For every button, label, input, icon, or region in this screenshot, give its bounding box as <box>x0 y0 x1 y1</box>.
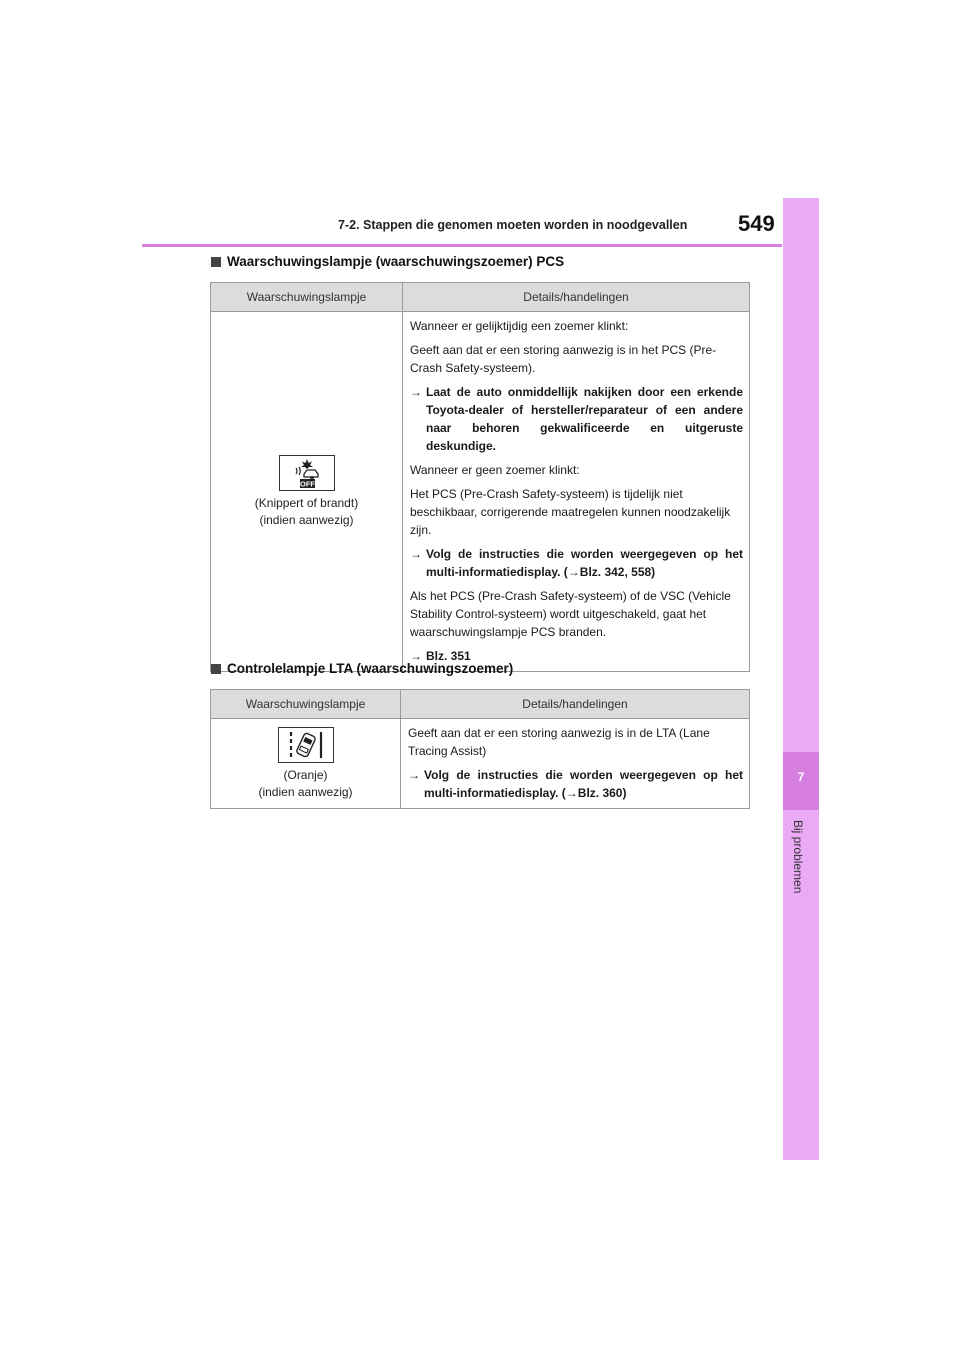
lta-lane-icon <box>278 727 334 763</box>
lta-details-cell <box>401 719 750 809</box>
pcs-detail-p5: Als het PCS (Pre-Crash Safety-systeem) of de VSC (Vehicle Stability Control-systeem) wordt uitgeschakeld, gaat het waarschuwingslampje PCS branden. <box>410 589 731 639</box>
col-header-details: Details/handelingen <box>401 690 750 719</box>
pcs-warning-table <box>210 282 750 672</box>
pcs-heading-text: Waarschuwingslampje (waarschuwingszoemer) PCS <box>227 254 565 269</box>
chapter-side-tab[interactable] <box>783 198 819 1160</box>
col-header-lamp: Waarschuwingslampje <box>211 283 403 312</box>
pcs-action-1-text: Laat de auto onmiddellijk nakijken door een erkende Toyota-dealer of hersteller/reparateur of een andere naar behoren gekwalificeerde en uitgeruste deskundige. <box>426 385 743 453</box>
pcs-lamp-cell <box>211 312 403 672</box>
pcs-action-2-text[interactable]: Volg de instructies die worden weergegeven op het multi-informatiedisplay. (→Blz. 342, 558) <box>426 547 743 579</box>
pcs-detail-p4: Het PCS (Pre-Crash Safety-systeem) is tijdelijk niet beschikbaar, corrigerende maatregelen kunnen noodzakelijk zijn. <box>410 487 731 537</box>
pcs-section-heading <box>211 254 564 269</box>
pcs-details-cell <box>403 312 750 672</box>
pcs-page-ref-link[interactable]: Blz. 351 <box>426 649 471 663</box>
lta-lamp-caption-2: (indien aanwezig) <box>258 784 353 799</box>
arrow-icon: → <box>410 649 422 663</box>
lta-warning-table <box>210 689 750 809</box>
pcs-detail-p2: Geeft aan dat er een storing aanwezig is in het PCS (Pre-Crash Safety-systeem). <box>410 343 717 375</box>
pcs-action-1 <box>410 383 743 455</box>
lta-heading-text: Controlelampje LTA (waarschuwingszoemer) <box>227 661 514 676</box>
lta-detail-p1: Geeft aan dat er een storing aanwezig is in de LTA (Lane Tracing Assist) <box>408 726 710 758</box>
lta-lamp-cell <box>211 719 401 809</box>
lta-section-heading <box>211 661 513 676</box>
arrow-icon: → <box>410 547 422 561</box>
pcs-action-2 <box>410 545 743 581</box>
col-header-details: Details/handelingen <box>403 283 750 312</box>
arrow-icon: → <box>408 768 420 782</box>
lta-action-1-text[interactable]: Volg de instructies die worden weergegeven op het multi-informatiedisplay. (→Blz. 360) <box>424 768 743 800</box>
pcs-detail-p1: Wanneer er gelijktijdig een zoemer klinkt: <box>410 319 629 333</box>
pcs-lamp-caption-1: (Knippert of brandt) <box>254 495 359 510</box>
square-bullet-icon <box>211 664 221 674</box>
col-header-lamp: Waarschuwingslampje <box>211 690 401 719</box>
square-bullet-icon <box>211 257 221 267</box>
lta-lamp-caption-1: (Oranje) <box>283 767 328 782</box>
pcs-icon-off-text: OFF <box>299 479 315 488</box>
chapter-label: Bij problemen <box>791 820 805 894</box>
page-number: 549 <box>738 211 775 236</box>
section-title: 7-2. Stappen die genomen moeten worden in noodgevallen <box>338 218 688 232</box>
pcs-off-icon <box>279 455 335 491</box>
chapter-number: 7 <box>797 770 805 784</box>
header-rule <box>142 244 782 247</box>
arrow-icon: → <box>410 385 422 399</box>
pcs-lamp-caption-2: (indien aanwezig) <box>259 512 354 527</box>
lta-action-1 <box>408 766 743 802</box>
pcs-detail-p3: Wanneer er geen zoemer klinkt: <box>410 463 580 477</box>
